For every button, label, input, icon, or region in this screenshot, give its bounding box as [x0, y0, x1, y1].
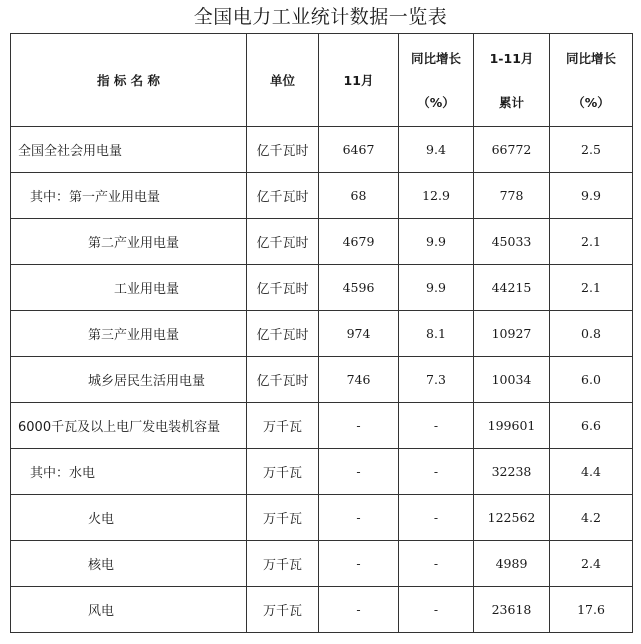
- header-yoy: [399, 34, 474, 127]
- row-name: 其中：水电: [11, 449, 247, 495]
- row-month: -: [319, 449, 399, 495]
- row-name: 6000千瓦及以上电厂发电装机容量: [11, 403, 247, 449]
- row-name: 工业用电量: [11, 265, 247, 311]
- row-month: -: [319, 587, 399, 633]
- row-ytd: 23618: [474, 587, 550, 633]
- row-unit: 万千瓦: [247, 541, 319, 587]
- header-ytd-yoy: [550, 34, 633, 127]
- row-ytd-yoy: 4.4: [550, 449, 633, 495]
- row-unit: 万千瓦: [247, 587, 319, 633]
- row-ytd: 32238: [474, 449, 550, 495]
- table-row: [11, 587, 633, 633]
- table-row: [11, 449, 633, 495]
- row-ytd: 122562: [474, 495, 550, 541]
- header-ytd: [474, 34, 550, 127]
- table-row: [11, 403, 633, 449]
- row-ytd-yoy: 4.2: [550, 495, 633, 541]
- row-unit: 亿千瓦时: [247, 265, 319, 311]
- row-name: 风电: [11, 587, 247, 633]
- row-ytd-yoy: 6.6: [550, 403, 633, 449]
- row-ytd-yoy: 2.1: [550, 265, 633, 311]
- row-yoy: 9.9: [399, 265, 474, 311]
- row-yoy: -: [399, 541, 474, 587]
- row-name: 全国全社会用电量: [11, 127, 247, 173]
- table-row: [11, 541, 633, 587]
- row-ytd: 45033: [474, 219, 550, 265]
- row-ytd: 44215: [474, 265, 550, 311]
- header-ytd-yoy-bottom: （%）: [572, 95, 610, 110]
- row-ytd: 4989: [474, 541, 550, 587]
- table-row: [11, 127, 633, 173]
- table-row: [11, 219, 633, 265]
- row-month: -: [319, 403, 399, 449]
- row-yoy: 8.1: [399, 311, 474, 357]
- row-month: 68: [319, 173, 399, 219]
- row-unit: 亿千瓦时: [247, 311, 319, 357]
- row-ytd: 10034: [474, 357, 550, 403]
- page-title: 全国电力工业统计数据一览表: [193, 6, 448, 28]
- row-month: 4679: [319, 219, 399, 265]
- row-yoy: 12.9: [399, 173, 474, 219]
- row-yoy: -: [399, 403, 474, 449]
- row-name: 其中：第一产业用电量: [11, 173, 247, 219]
- header-ytd-top: 1-11月: [489, 51, 534, 66]
- row-name: 火电: [11, 495, 247, 541]
- header-unit: 单位: [247, 34, 319, 127]
- header-ytd-yoy-top: 同比增长: [565, 51, 616, 66]
- row-month: 6467: [319, 127, 399, 173]
- row-ytd-yoy: 2.5: [550, 127, 633, 173]
- row-name: 核电: [11, 541, 247, 587]
- row-ytd-yoy: 6.0: [550, 357, 633, 403]
- row-name: 第三产业用电量: [11, 311, 247, 357]
- row-name: 城乡居民生活用电量: [11, 357, 247, 403]
- table-row: [11, 265, 633, 311]
- row-unit: 万千瓦: [247, 449, 319, 495]
- row-unit: 亿千瓦时: [247, 173, 319, 219]
- row-unit: 亿千瓦时: [247, 357, 319, 403]
- table-row: [11, 495, 633, 541]
- row-ytd-yoy: 2.4: [550, 541, 633, 587]
- row-ytd-yoy: 9.9: [550, 173, 633, 219]
- row-ytd: 66772: [474, 127, 550, 173]
- header-yoy-bottom: （%）: [417, 95, 455, 110]
- row-yoy: 9.4: [399, 127, 474, 173]
- row-month: 974: [319, 311, 399, 357]
- table-row: [11, 173, 633, 219]
- row-ytd: 778: [474, 173, 550, 219]
- row-unit: 亿千瓦时: [247, 127, 319, 173]
- row-ytd-yoy: 0.8: [550, 311, 633, 357]
- table-row: [11, 357, 633, 403]
- row-ytd-yoy: 2.1: [550, 219, 633, 265]
- row-yoy: -: [399, 495, 474, 541]
- row-month: 746: [319, 357, 399, 403]
- row-yoy: 7.3: [399, 357, 474, 403]
- row-name: 第二产业用电量: [11, 219, 247, 265]
- header-ytd-bottom: 累计: [498, 95, 524, 110]
- row-unit: 万千瓦: [247, 403, 319, 449]
- row-unit: 亿千瓦时: [247, 219, 319, 265]
- row-ytd: 199601: [474, 403, 550, 449]
- row-yoy: -: [399, 587, 474, 633]
- row-unit: 万千瓦: [247, 495, 319, 541]
- row-ytd: 10927: [474, 311, 550, 357]
- row-month: -: [319, 495, 399, 541]
- header-yoy-top: 同比增长: [410, 51, 461, 66]
- row-month: 4596: [319, 265, 399, 311]
- row-month: -: [319, 541, 399, 587]
- row-ytd-yoy: 17.6: [550, 587, 633, 633]
- header-row: [11, 34, 633, 127]
- statistics-table: [10, 33, 633, 633]
- header-indicator: 指 标 名 称: [11, 34, 247, 127]
- header-month: 11月: [319, 34, 399, 127]
- row-yoy: -: [399, 449, 474, 495]
- row-yoy: 9.9: [399, 219, 474, 265]
- table-row: [11, 311, 633, 357]
